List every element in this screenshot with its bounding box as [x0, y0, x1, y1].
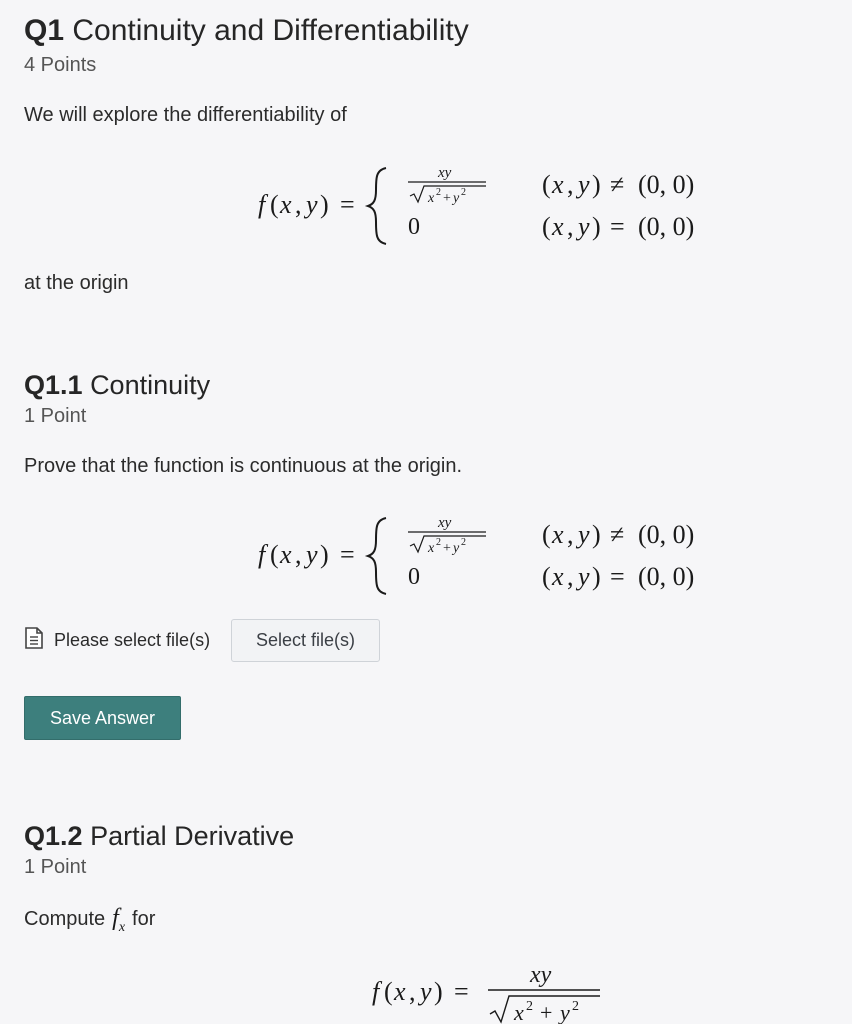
svg-text:x: x	[280, 540, 292, 569]
svg-text:,: ,	[567, 562, 574, 591]
subquestion-number: Q1.2	[24, 821, 83, 851]
svg-text:): )	[320, 190, 329, 219]
svg-text:x: x	[394, 977, 406, 1006]
svg-text:f: f	[258, 540, 266, 569]
svg-text:xy: xy	[438, 165, 452, 181]
svg-text:y: y	[453, 541, 460, 556]
svg-text:): )	[592, 212, 601, 241]
question-points: 4 Points	[24, 54, 97, 76]
svg-text:y: y	[578, 212, 590, 241]
svg-text:xy: xy	[530, 962, 552, 988]
svg-text:+: +	[443, 191, 451, 206]
svg-text:0: 0	[408, 214, 420, 240]
piecewise-formula	[240, 510, 720, 600]
svg-text:): )	[320, 540, 329, 569]
svg-text:(: (	[542, 562, 551, 591]
svg-text:2: 2	[461, 187, 466, 198]
svg-text:(: (	[542, 212, 551, 241]
svg-text:x: x	[280, 190, 292, 219]
svg-text:y: y	[560, 1000, 570, 1024]
svg-text:): )	[592, 562, 601, 591]
question-number: Q1	[24, 14, 65, 47]
svg-text:,: ,	[567, 520, 574, 549]
svg-text:+: +	[443, 541, 451, 556]
svg-text:(0, 0): (0, 0)	[638, 212, 695, 241]
svg-text:0: 0	[408, 564, 420, 590]
svg-text:): )	[434, 977, 443, 1006]
svg-text:f: f	[258, 190, 266, 219]
subquestion-title-text: Partial Derivative	[90, 821, 295, 851]
svg-text:x: x	[428, 541, 435, 556]
subquestion-prompt	[24, 905, 155, 936]
piecewise-formula	[240, 160, 720, 250]
svg-text:2: 2	[461, 537, 466, 548]
svg-text:f: f	[372, 977, 380, 1006]
question-title	[24, 14, 469, 48]
svg-text:=: =	[340, 540, 355, 569]
subquestion-points: 1 Point	[24, 856, 87, 878]
svg-text:2: 2	[436, 187, 441, 198]
svg-text:(: (	[270, 540, 279, 569]
svg-text:≠: ≠	[610, 520, 625, 549]
svg-text:(0, 0): (0, 0)	[638, 520, 695, 549]
subquestion-title	[24, 370, 210, 401]
svg-text:2: 2	[436, 537, 441, 548]
function-formula	[360, 956, 620, 1024]
svg-text:(0, 0): (0, 0)	[638, 562, 695, 591]
svg-text:x: x	[552, 562, 564, 591]
subquestion-number: Q1.1	[24, 370, 83, 400]
svg-text:y: y	[420, 977, 432, 1006]
svg-text:2: 2	[572, 999, 579, 1014]
svg-text:(: (	[542, 170, 551, 199]
svg-text:x: x	[552, 170, 564, 199]
svg-text:,: ,	[409, 977, 416, 1006]
select-files-button[interactable]: Select file(s)	[231, 619, 380, 662]
svg-text:,: ,	[295, 190, 302, 219]
svg-text:x: x	[552, 212, 564, 241]
svg-text:): )	[592, 520, 601, 549]
svg-text:=: =	[454, 977, 469, 1006]
document-icon	[24, 627, 44, 654]
subquestion-title	[24, 821, 294, 852]
svg-text:y: y	[306, 190, 318, 219]
question-outro: at the origin	[24, 272, 129, 294]
save-answer-button[interactable]: Save Answer	[24, 696, 181, 740]
svg-text:y: y	[306, 540, 318, 569]
svg-text:,: ,	[567, 170, 574, 199]
svg-text:x: x	[428, 191, 435, 206]
subquestion-prompt: Prove that the function is continuous at the origin.	[24, 455, 463, 477]
question-title-text: Continuity and Differentiability	[72, 14, 469, 47]
file-upload-label-text: Please select file(s)	[54, 630, 211, 650]
prompt-prefix: Compute	[24, 908, 106, 930]
svg-text:x: x	[552, 520, 564, 549]
svg-text:,: ,	[567, 212, 574, 241]
question-intro: We will explore the differentiability of	[24, 104, 347, 126]
svg-text:(: (	[384, 977, 393, 1006]
partial-derivative-symbol: $f_x$	[112, 905, 126, 935]
svg-text:y: y	[453, 191, 460, 206]
svg-text:y: y	[578, 520, 590, 549]
svg-text:(: (	[542, 520, 551, 549]
subquestion-title-text: Continuity	[90, 370, 211, 400]
svg-text:+: +	[540, 1000, 553, 1024]
svg-text:=: =	[610, 212, 625, 241]
svg-text:(: (	[270, 190, 279, 219]
svg-text:): )	[592, 170, 601, 199]
svg-text:=: =	[340, 190, 355, 219]
svg-text:=: =	[610, 562, 625, 591]
svg-text:2: 2	[526, 999, 533, 1014]
svg-text:y: y	[578, 170, 590, 199]
svg-text:,: ,	[295, 540, 302, 569]
subquestion-points: 1 Point	[24, 405, 87, 427]
svg-text:(0, 0): (0, 0)	[638, 170, 695, 199]
file-upload-label	[24, 627, 210, 654]
svg-text:xy: xy	[438, 515, 452, 531]
svg-text:y: y	[578, 562, 590, 591]
svg-text:x: x	[514, 1000, 524, 1024]
prompt-suffix: for	[132, 908, 156, 930]
svg-text:≠: ≠	[610, 170, 625, 199]
